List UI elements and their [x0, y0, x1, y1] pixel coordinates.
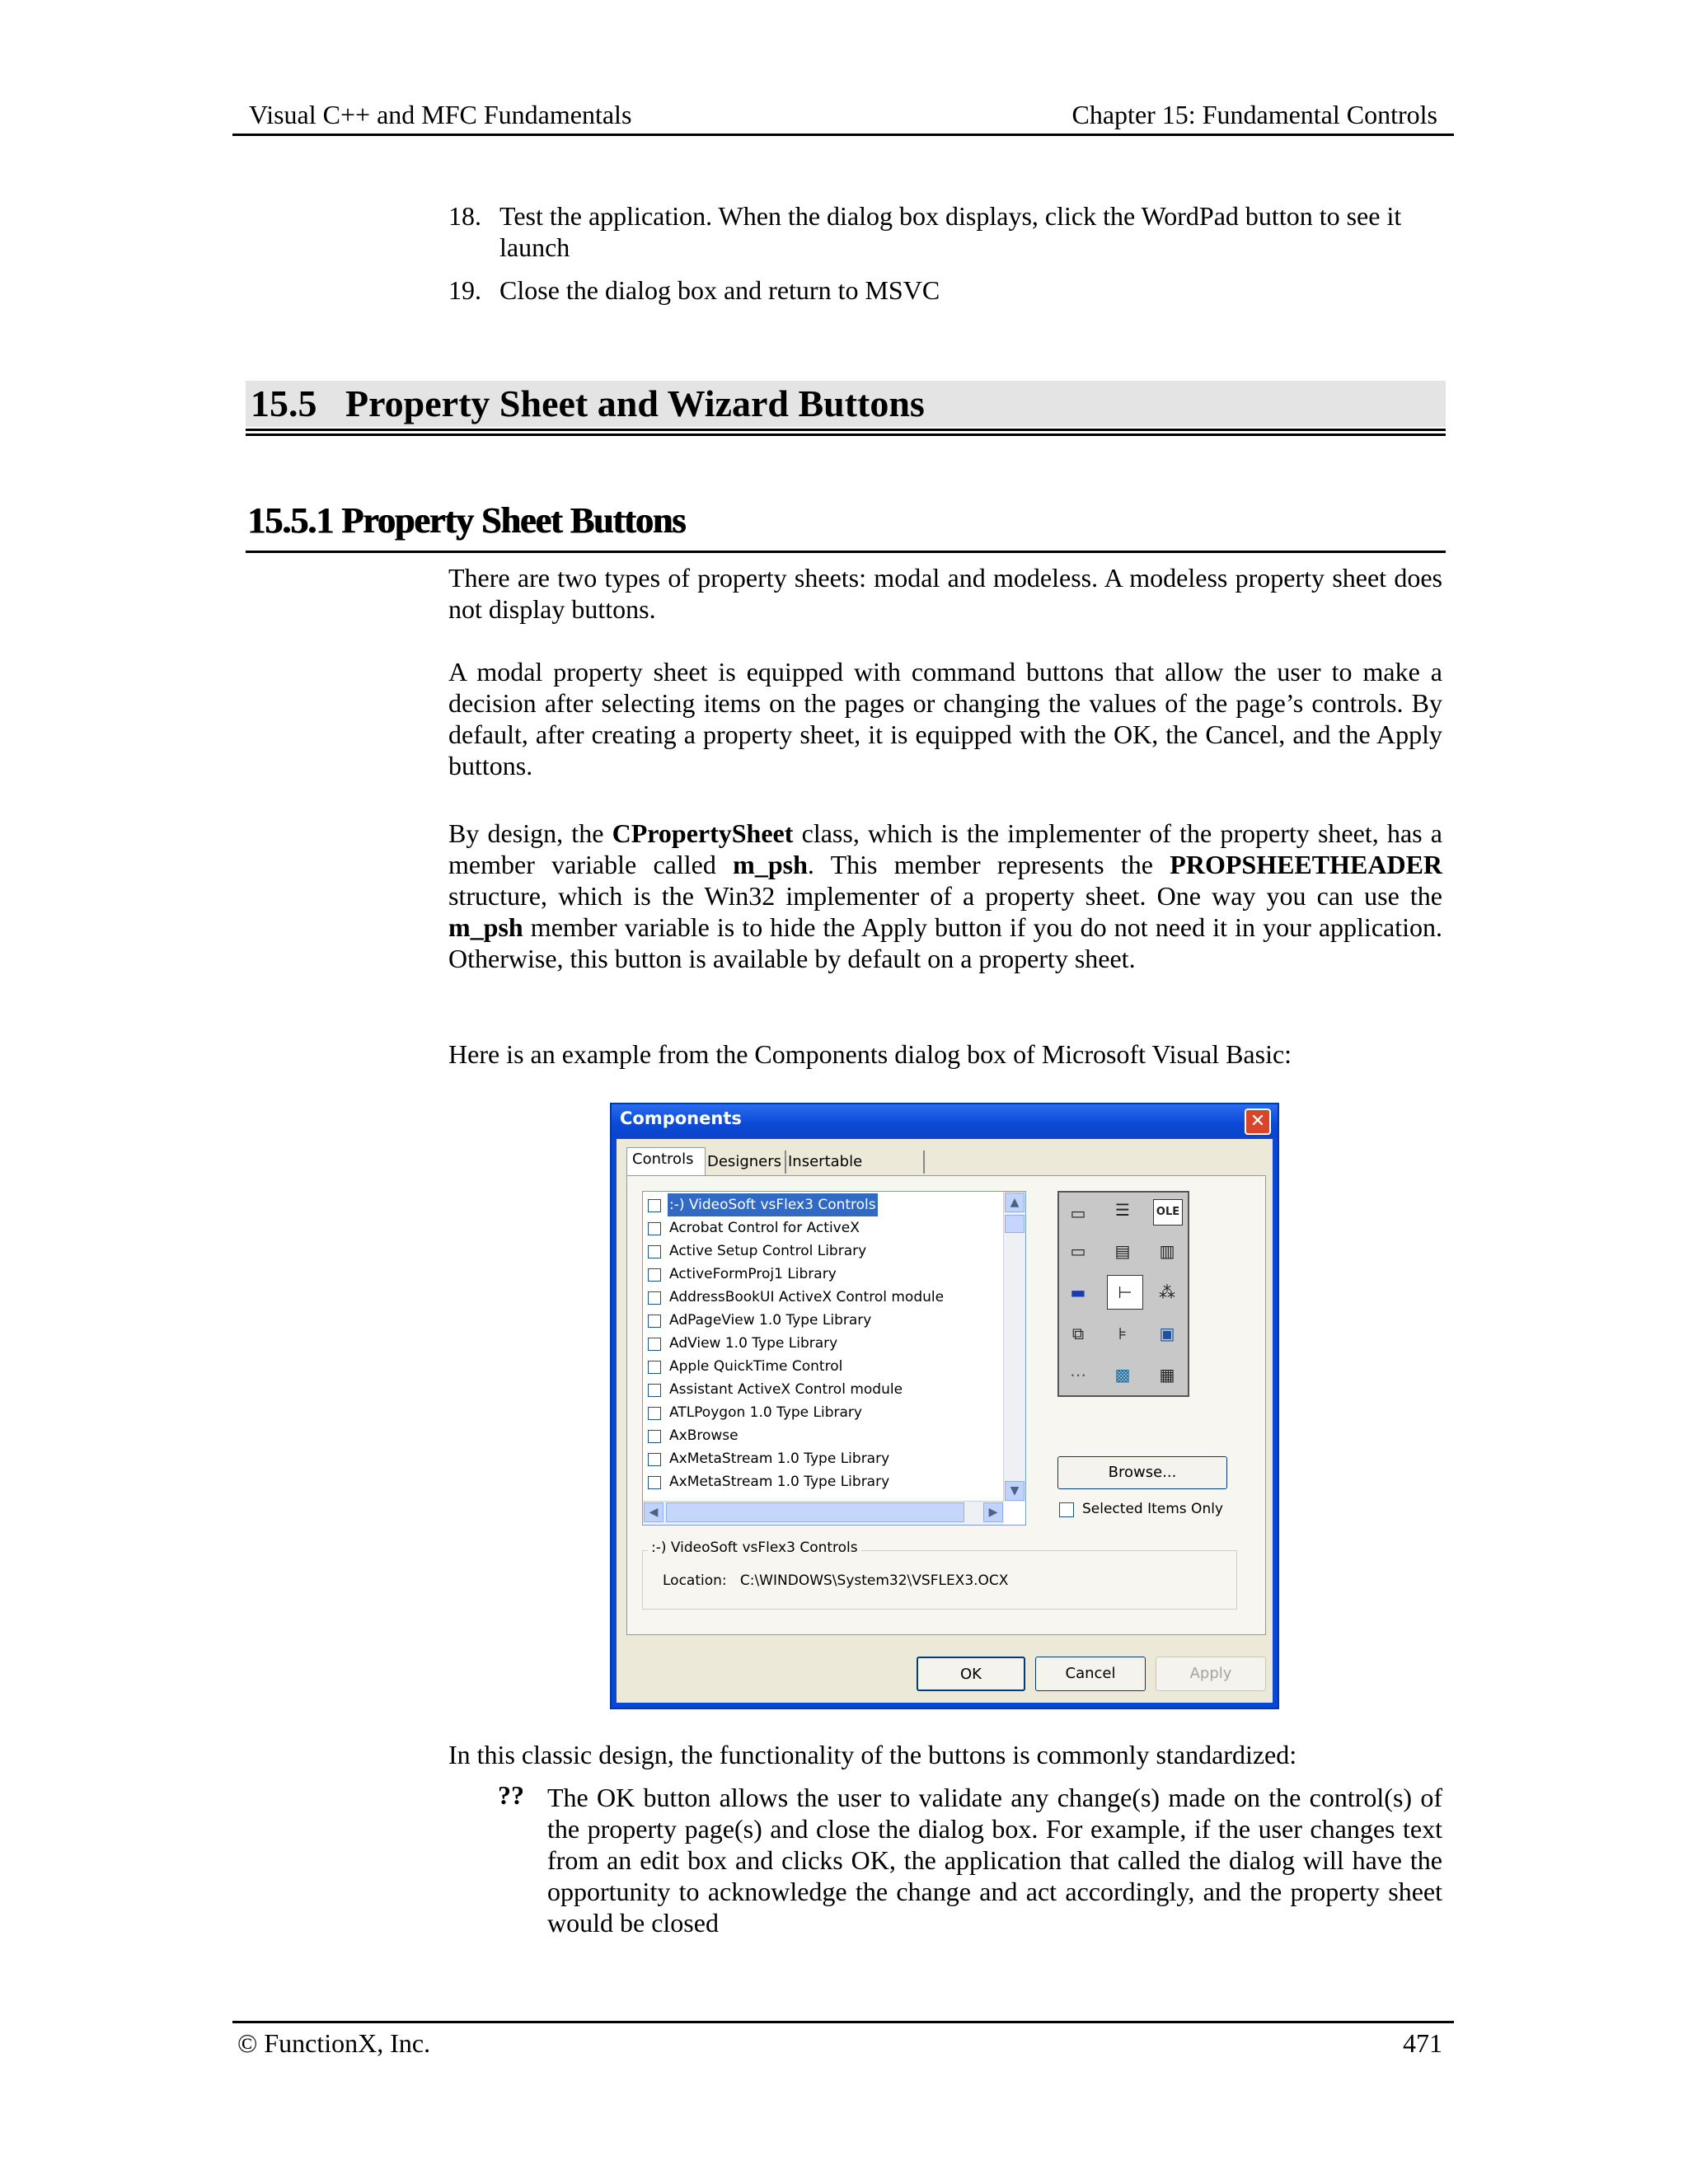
scroll-thumb[interactable]	[1005, 1215, 1025, 1233]
paragraph-example-intro: Here is an example from the Components dialog box of Microsoft Visual Basic:	[448, 1039, 1292, 1069]
toolbox-icon: ▩	[1114, 1365, 1131, 1385]
paragraph-modal-sheet: A modal property sheet is equipped with command buttons that allow the user to make a decision after selecting items on the pages or changing the values of the page’s controls. By default, after creating a property sheet, it is equipped with the OK, the Cancel, and the Apply buttons.	[448, 657, 1442, 780]
selected-items-only-label: Selected Items Only	[1082, 1501, 1223, 1517]
tab-insertable-objects[interactable]: Insertable	[783, 1151, 925, 1174]
vertical-scrollbar[interactable]	[1003, 1192, 1025, 1502]
list-item[interactable]	[646, 1424, 1001, 1447]
header-book-title: Visual C++ and MFC Fundamentals	[249, 100, 632, 129]
list-item	[448, 200, 1446, 263]
item-label: AdView 1.0 Type Library	[669, 1335, 838, 1352]
close-icon[interactable]: ✕	[1245, 1108, 1271, 1135]
text-run: member variable is to hide the Apply button if you do not need it in your application. Otherwise, this button is available by default on a property sheet.	[448, 912, 1442, 973]
item-label: ATLPoygon 1.0 Type Library	[669, 1404, 862, 1421]
toolbox-icon: ▥	[1159, 1241, 1175, 1261]
dialog-title-bar[interactable]	[612, 1104, 1278, 1137]
component-list[interactable]	[642, 1191, 1026, 1526]
toolbox-icon: ⁂	[1159, 1282, 1175, 1302]
item-label: Acrobat Control for ActiveX	[669, 1220, 860, 1236]
scroll-left-icon[interactable]: ◀	[644, 1502, 663, 1522]
item-label: AxMetaStream 1.0 Type Library	[669, 1474, 890, 1490]
list-item[interactable]	[646, 1240, 1001, 1263]
subsection-title: 15.5.1 Property Sheet Buttons	[247, 500, 686, 541]
scroll-thumb[interactable]	[666, 1502, 964, 1522]
code-term: CPropertySheet	[612, 818, 794, 848]
toolbox-icon: ▭	[1070, 1241, 1086, 1261]
item-label: AxMetaStream 1.0 Type Library	[669, 1451, 890, 1467]
scroll-up-icon[interactable]: ▲	[1005, 1193, 1025, 1212]
tab-designers[interactable]: Designers	[702, 1151, 786, 1174]
toolbox-icon: ▭	[1070, 1203, 1086, 1223]
toolbox-preview	[1057, 1191, 1189, 1397]
tab-panel	[626, 1175, 1266, 1635]
paragraph-property-sheet-types: There are two types of property sheets: modal and modeless. A modeless property sheet does not display buttons.	[448, 563, 1442, 624]
list-item[interactable]	[646, 1470, 1001, 1493]
section-heading	[246, 381, 1446, 427]
toolbox-icon: ▤	[1114, 1241, 1131, 1261]
item-label: Active Setup Control Library	[669, 1243, 867, 1259]
item-checkbox[interactable]	[648, 1476, 661, 1489]
bullet-ok-description: The OK button allows the user to validate any change(s) made on the control(s) of the property page(s) and close the dialog box. For example, if the user changes text from an edit box and clicks OK, the application that called the dialog will have the opportunity to acknowledge the change and act accordingly, and the property sheet would be closed	[547, 1783, 1442, 1938]
section-rule	[246, 429, 1446, 431]
subsection-rule	[246, 551, 1446, 553]
toolbox-icon: ☰	[1115, 1200, 1130, 1220]
step-number: 19.	[448, 275, 481, 305]
item-label: Assistant ActiveX Control module	[669, 1381, 903, 1398]
apply-button[interactable]: Apply	[1156, 1657, 1266, 1691]
browse-button[interactable]: Browse...	[1057, 1456, 1227, 1489]
item-label: AdPageView 1.0 Type Library	[669, 1312, 872, 1329]
list-item[interactable]	[646, 1378, 1001, 1401]
location-readout	[663, 1572, 1008, 1589]
item-checkbox[interactable]	[648, 1384, 661, 1397]
step-number: 18.	[448, 201, 481, 231]
item-checkbox[interactable]	[648, 1407, 661, 1420]
step-list	[448, 200, 1446, 317]
toolbox-icon: ⧉	[1071, 1324, 1085, 1343]
toolbox-icon: ⋯	[1070, 1365, 1086, 1385]
item-checkbox[interactable]	[648, 1338, 661, 1351]
text-run: . This member represents the	[807, 850, 1170, 879]
selection-info-group	[642, 1540, 1237, 1610]
item-checkbox[interactable]	[648, 1361, 661, 1374]
toolbox-icon: ▣	[1159, 1324, 1175, 1343]
item-checkbox[interactable]	[648, 1430, 661, 1443]
step-text: Close the dialog box and return to MSVC	[499, 275, 940, 305]
list-item[interactable]	[646, 1401, 1001, 1424]
section-rule	[246, 434, 1446, 436]
list-item[interactable]	[646, 1309, 1001, 1332]
list-item[interactable]	[646, 1193, 1001, 1216]
step-text: Test the application. When the dialog box displays, click the WordPad button to see it launch	[499, 201, 1402, 262]
item-label: AxBrowse	[669, 1427, 738, 1444]
list-item[interactable]	[646, 1263, 1001, 1286]
copyright: © FunctionX, Inc.	[237, 2028, 431, 2058]
item-label: Apple QuickTime Control	[669, 1358, 843, 1375]
dialog-title: Components	[620, 1108, 742, 1128]
running-header	[232, 99, 1454, 136]
header-chapter-title: Chapter 15: Fundamental Controls	[1071, 100, 1437, 129]
paragraph-standard-buttons: In this classic design, the functionality of the buttons is commonly standardized:	[448, 1740, 1297, 1769]
paragraph-m-psh	[448, 818, 1442, 974]
list-item[interactable]	[646, 1216, 1001, 1240]
list-item[interactable]	[646, 1447, 1001, 1470]
list-item[interactable]	[646, 1355, 1001, 1378]
horizontal-scrollbar[interactable]	[643, 1501, 1004, 1525]
item-checkbox[interactable]	[648, 1222, 661, 1235]
ole-icon: OLE	[1153, 1199, 1183, 1226]
scroll-right-icon[interactable]: ▶	[983, 1502, 1003, 1522]
item-checkbox[interactable]	[648, 1245, 661, 1258]
text-run: class, which is the implementer of the property sheet, has a member variable called	[448, 818, 1443, 879]
item-label: :-) VideoSoft vsFlex3 Controls	[668, 1193, 878, 1216]
item-checkbox[interactable]	[648, 1453, 661, 1466]
code-term: m_psh	[448, 912, 523, 942]
ok-button[interactable]: OK	[917, 1657, 1025, 1691]
list-item[interactable]	[646, 1286, 1001, 1309]
location-value: C:\WINDOWS\System32\VSFLEX3.OCX	[739, 1572, 1009, 1589]
selected-items-only-checkbox[interactable]	[1059, 1502, 1074, 1517]
item-checkbox[interactable]	[648, 1315, 661, 1328]
page-number: 471	[1403, 2028, 1442, 2058]
code-term: m_psh	[733, 850, 808, 879]
toolbox-icon: ⊧	[1118, 1324, 1128, 1343]
section-text: Property Sheet and Wizard Buttons	[345, 382, 925, 424]
treeview-icon: ⊢	[1107, 1275, 1143, 1310]
bullet-mark: ??	[498, 1780, 524, 1810]
text-run: structure, which is the Win32 implementer of a property sheet. One way you can use the	[448, 881, 1442, 911]
running-footer	[232, 2021, 1454, 2058]
item-label: AddressBookUI ActiveX Control module	[669, 1289, 945, 1305]
item-checkbox[interactable]	[648, 1268, 661, 1282]
tab-controls[interactable]: Controls	[626, 1147, 706, 1176]
list-item	[448, 274, 1446, 306]
code-term: PROPSHEETHEADER	[1170, 850, 1443, 879]
group-title: :-) VideoSoft vsFlex3 Controls	[648, 1540, 861, 1556]
toolbox-icon: ▦	[1159, 1365, 1175, 1385]
location-label: Location:	[663, 1572, 727, 1589]
item-checkbox[interactable]	[648, 1199, 661, 1212]
scroll-down-icon[interactable]: ▼	[1005, 1481, 1025, 1501]
toolbox-icon: ▬	[1070, 1282, 1086, 1302]
text-run: By design, the	[448, 818, 612, 848]
item-label: ActiveFormProj1 Library	[669, 1266, 837, 1282]
dialog-client	[617, 1139, 1273, 1703]
section-number: 15.5	[251, 382, 317, 424]
components-dialog	[610, 1103, 1279, 1709]
item-checkbox[interactable]	[648, 1291, 661, 1305]
cancel-button[interactable]: Cancel	[1035, 1657, 1146, 1691]
list-item[interactable]	[646, 1332, 1001, 1355]
section-title	[251, 381, 925, 427]
